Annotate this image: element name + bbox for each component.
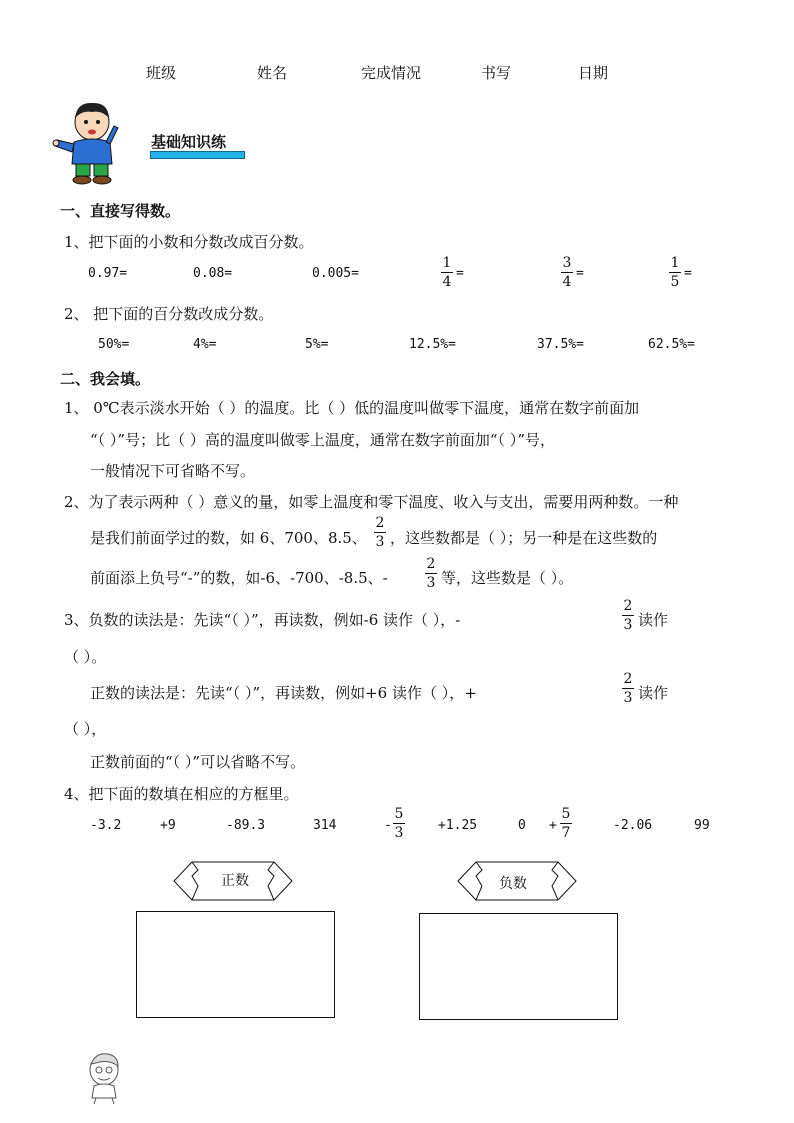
fraction-two-thirds: 2 3 bbox=[623, 671, 633, 706]
p4-number: -2.06 bbox=[613, 818, 653, 833]
q1-item: 0.005= bbox=[312, 266, 359, 281]
q1-fraction: 3 4 bbox=[562, 255, 572, 290]
q1-fraction: 1 4 bbox=[442, 255, 452, 290]
p2-line: 前面添上负号“-”的数，如-6、-700、-8.5、- bbox=[90, 569, 388, 587]
p1-line: 1、 0℃表示淡水开始（ ）的温度。比（ ）低的温度叫做零下温度，通常在数字前面加 bbox=[64, 399, 640, 417]
class-label: 班级 bbox=[146, 64, 177, 82]
p4-sign: - bbox=[384, 818, 392, 833]
positive-label: 正数 bbox=[221, 873, 249, 889]
q1-item: 0.08= bbox=[193, 266, 233, 281]
positive-answer-box[interactable] bbox=[136, 911, 335, 1018]
p3-line: 3、负数的读法是：先读“（ ）”，再读数，例如-6 读作（ ），- bbox=[64, 611, 461, 629]
equals-sign: = bbox=[684, 266, 692, 281]
date-label: 日期 bbox=[578, 64, 609, 82]
status-label: 完成情况 bbox=[361, 64, 422, 82]
section-title-underline bbox=[150, 151, 245, 159]
writing-label: 书写 bbox=[481, 64, 512, 82]
q2-item: 62.5%= bbox=[648, 337, 695, 352]
q2-prompt: 2、 把下面的百分数改成分数。 bbox=[64, 305, 274, 323]
p4-number: 99 bbox=[694, 818, 710, 833]
q1-fraction: 1 5 bbox=[670, 255, 680, 290]
fraction-two-thirds: 2 3 bbox=[375, 515, 385, 550]
p3-line: （ ）。 bbox=[64, 648, 107, 666]
q2-item: 12.5%= bbox=[409, 337, 456, 352]
q1-item: 0.97= bbox=[88, 266, 128, 281]
p3-line: 读作 bbox=[638, 684, 669, 702]
q2-item: 5%= bbox=[305, 337, 329, 352]
p3-line: （ ）， bbox=[64, 720, 107, 738]
q2-item: 50%= bbox=[98, 337, 130, 352]
p4-prompt: 4、把下面的数填在相应的方框里。 bbox=[64, 785, 299, 803]
equals-sign: = bbox=[456, 266, 464, 281]
p3-line: 读作 bbox=[638, 611, 669, 629]
p4-number: -3.2 bbox=[90, 818, 122, 833]
negative-answer-box[interactable] bbox=[419, 913, 618, 1020]
p2-line: 是我们前面学过的数，如 6、700、8.5、 bbox=[90, 529, 367, 547]
cartoon-boy-icon bbox=[52, 100, 132, 186]
section-2-title: 二、我会填。 bbox=[60, 370, 151, 388]
fraction-two-thirds: 2 3 bbox=[623, 598, 633, 633]
p4-number: +9 bbox=[160, 818, 176, 833]
p2-line: 2、为了表示两种（ ）意义的量，如零上温度和零下温度、收入与支出，需要用两种数。一种 bbox=[64, 493, 679, 511]
p3-line: 正数的读法是：先读“（ ）”，再读数，例如+6 读作（ ），+ bbox=[90, 684, 477, 702]
section-title: 基础知识练 bbox=[151, 133, 227, 151]
p1-line: 一般情况下可省略不写。 bbox=[90, 462, 256, 480]
cartoon-kid-icon bbox=[82, 1050, 126, 1106]
p2-line: 等，这些数是（ ）。 bbox=[441, 569, 574, 587]
p2-line: ，这些数都是（ ）；另一种是在这些数的 bbox=[390, 529, 658, 547]
p3-line: 正数前面的“（ ）”可以省略不写。 bbox=[90, 753, 306, 771]
p4-number: +1.25 bbox=[438, 818, 478, 833]
p1-line: “（ ）”号；比（ ）高的温度叫做零上温度，通常在数字前面加“（ ）”号， bbox=[90, 431, 555, 449]
fraction-two-thirds: 2 3 bbox=[426, 556, 436, 591]
p4-number: 314 bbox=[313, 818, 337, 833]
p4-number: -89.3 bbox=[226, 818, 266, 833]
p4-sign: + bbox=[549, 818, 557, 833]
q2-item: 4%= bbox=[193, 337, 217, 352]
negative-label: 负数 bbox=[499, 876, 527, 892]
name-label: 姓名 bbox=[257, 64, 288, 82]
p4-fraction: 5 3 bbox=[394, 806, 404, 841]
section-1-title: 一、直接写得数。 bbox=[60, 202, 181, 220]
equals-sign: = bbox=[576, 266, 584, 281]
q1-prompt: 1、把下面的小数和分数改成百分数。 bbox=[64, 233, 314, 251]
p4-number: 0 bbox=[518, 818, 526, 833]
p4-fraction: 5 7 bbox=[561, 806, 571, 841]
q2-item: 37.5%= bbox=[537, 337, 584, 352]
